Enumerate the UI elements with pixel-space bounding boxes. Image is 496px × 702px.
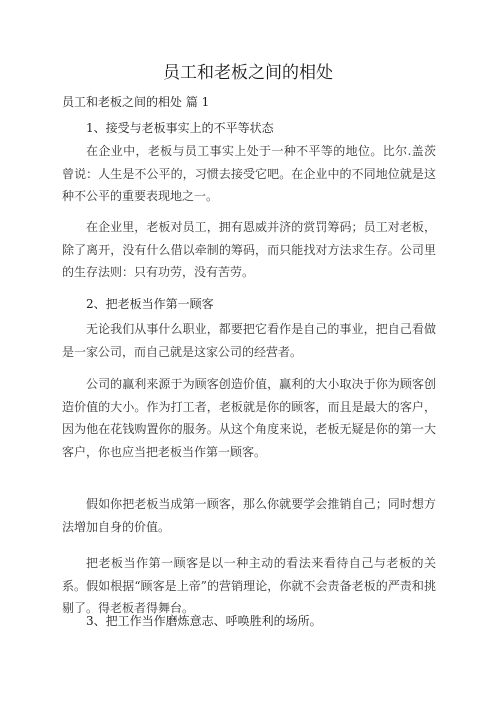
- section-heading-3: 3、把工作当作磨炼意志、呼唤胜利的场所。: [86, 614, 322, 628]
- section-heading-2: 2、把老板当作第一顾客: [86, 297, 214, 311]
- paragraph: 在企业里，老板对员工，拥有恩威并济的赏罚筹码；员工对老板，除了离开，没有什么借以牵制的筹码，而只能找对方法求生存。公司里的生存法则：只有功劳，没有苦劳。: [62, 220, 436, 279]
- document-title: 员工和老板之间的相处: [163, 63, 333, 83]
- paragraph: 在企业中，老板与员工事实上处于一种不平等的地位。比尔.盖茨曾说：人生是不公平的，习惯去接受它吧。在企业中的不同地位就是这种不公平的重要表现地之一。: [62, 144, 436, 203]
- paragraph: 把老板当作第一顾客是以一种主动的看法来看待自己与老板的关系。假如根据“顾客是上帝”的营销理论，你就不会责备老板的严责和挑剔了。得老板者得舞台。: [62, 556, 436, 615]
- document-subtitle: 员工和老板之间的相处 篇 1: [62, 95, 210, 109]
- paragraph: 公司的赢利来源于为顾客创造价值，赢利的大小取决于你为顾客创造价值的大小。作为打工者，老板就是你的顾客，而且是最大的客户，因为他在花钱购置你的服务。从这个角度来说，老板无疑是你的第一大客户，你也应当把老板当作第一顾客。: [62, 377, 436, 459]
- paragraph: 假如你把老板当成第一顾客，那么你就要学会推销自己；同时想方法增加自身的价值。: [62, 497, 436, 534]
- paragraph: 无论我们从事什么职业，都要把它看作是自己的事业，把自己看做是一家公司，而自己就是这家公司的经营者。: [62, 322, 436, 359]
- section-heading-1: 1、接受与老板事实上的不平等状态: [86, 121, 274, 135]
